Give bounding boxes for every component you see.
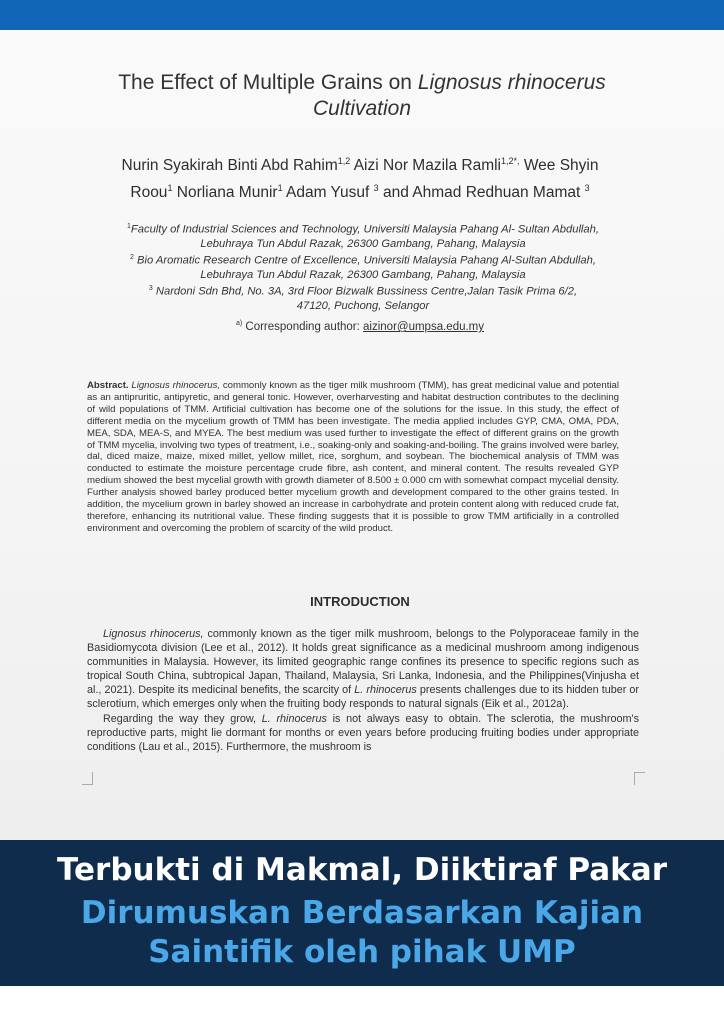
affiliations [78, 220, 648, 313]
author-name: and Ahmad Redhuan Mamat [378, 184, 585, 202]
affiliation-text: Lebuhraya Tun Abdul Razak, 26300 Gambang, Pahang, Malaysia [200, 237, 526, 250]
intro-species: L. rhinocerus [261, 712, 327, 725]
paper-scan [0, 30, 724, 840]
affiliation-line [78, 282, 648, 299]
corresponding-author [160, 320, 560, 333]
title-suffix: Cultivation [312, 97, 412, 120]
introduction-heading: INTRODUCTION [310, 594, 410, 609]
affiliation-sup: 3 [148, 285, 153, 293]
intro-text: commonly known as the tiger milk mushroom, belongs to the Polyporaceae family in the Basidiomycota division (Lee et al., 2012). It holds great significance as a medicinal mushroom among indigenous communities in Malaysia. However, its limited geographic range confines its presence to specific regions such as tropical South China, subtropical Japan, Thailand, Malaysia, Sri Lanka, Indonesia, and the Philippines(Vinjusha et al., 2021). Despite its medicinal benefits, the scarcity of [87, 628, 639, 697]
affiliation-line [78, 268, 648, 282]
title-prefix: The Effect of Multiple Grains on [118, 71, 418, 94]
author-affil-sup: 1 [277, 183, 283, 194]
author-affil-sup: 1,2 [337, 156, 351, 166]
top-accent-bar [0, 0, 724, 30]
abstract-label: Abstract. [87, 380, 129, 391]
author-name: Wee Shyin [519, 157, 599, 175]
introduction-body [87, 627, 639, 754]
bottom-margin [0, 986, 724, 1024]
author-name: Roou [130, 184, 168, 202]
author-name: Aizi Nor Mazila Ramli [350, 157, 501, 175]
abstract-text: commonly known as the tiger milk mushroom (TMM), has great medicinal value and potential as an antipruritic, antipyretic, and general tonic. However, overharvesting and habitat destruction contributes to the declining of wild populations of TMM. Artificial cultivation has become one of the solutions for the issue. In this study, the effect of different media on the mycelium growth of TMM has been investigate. The media applied includes GYP, CMA, OMA, PDA, MEA, SDA, MEA-S, and MYEA. The best medium was used further to investigate the effect of different grains on the growth of TMM mycelia, involving two types of treatment, i.e., soaking-only and soaking-and-boiling. The grains involved were barley, dal, diced maize, maize, mixed millet, yellow millet, rice, sorghum, and soybean. The biochemical analysis of TMM was conducted to estimate the moisture percentage crude fibre, ash content, and mineral content. The results revealed GYP medium showed the best mycelial growth with growth diameter of 8.500 ± 0.000 cm with somewhat compact mycelial density. Further analysis showed barley produced better mycelium growth and development compared to the other grains tested. In addition, the mycelium grown in barley showed an increase in carbohydrate and protein content along with reduced crude fat, therefore, enhancing its nutritional value. These finding suggests that it is possible to grow TMM artificially in a controlled environment and overcoming the problem of scarcity of the wild product. [87, 380, 619, 534]
author-list [80, 150, 640, 204]
author-affil-sup: 3 [373, 183, 379, 194]
abstract-species: Lignosus rhinocerus, [128, 380, 221, 391]
author-affil-sup: 1,2*, [501, 156, 520, 166]
affiliation-text: 47120, Puchong, Selangor [296, 300, 430, 313]
author-name: Adam Yusuf [282, 184, 374, 202]
corresponding-label: Corresponding author: [242, 320, 364, 333]
affiliation-text: Nardoni Sdn Bhd, No. 3A, 3rd Floor Bizwalk Bussiness Centre,Jalan Tasik Prima 6/2, [152, 286, 578, 299]
intro-text: presents challenges due to its hidden tuber or sclerotium, which emerges only when the fruiting body responds to natural signals (Eik et al., 2012a). [87, 684, 640, 711]
intro-paragraph-2 [87, 712, 639, 754]
authors-line-1 [80, 150, 640, 177]
title-species: Lignosus rhinocerus [417, 71, 606, 94]
affiliation-line [78, 299, 648, 313]
crop-mark-right [634, 772, 645, 785]
author-name: Nurin Syakirah Binti Abd Rahim [121, 157, 338, 175]
author-affil-sup: 3 [584, 183, 590, 194]
banner-subline-2: Saintifik oleh pihak UMP [148, 934, 576, 970]
authors-line-2 [80, 177, 640, 204]
affiliation-text: Lebuhraya Tun Abdul Razak, 26300 Gambang, Pahang, Malaysia [200, 269, 526, 282]
intro-text: is not always easy to obtain. The sclerotia, the mushroom's reproductive parts, might lie dormant for months or even years before producing fruiting bodies under appropriate conditions (Lau et al., 2015). Furthermore, the mushroom is [87, 712, 639, 753]
abstract [87, 380, 619, 535]
affiliation-line [78, 237, 648, 251]
affiliation-sup: 1 [127, 223, 131, 230]
affiliation-line [78, 220, 648, 237]
affiliation-text: Faculty of Industrial Sciences and Technology, Universiti Malaysia Pahang Al- Sultan Abdullah, [130, 223, 599, 236]
affiliation-line [78, 251, 648, 268]
crop-mark-left [82, 772, 93, 785]
author-name: Norliana Munir [172, 184, 278, 202]
affiliation-text: Bio Aromatic Research Centre of Excellence, Universiti Malaysia Pahang Al-Sultan Abdullah, [133, 254, 596, 267]
affiliation-sup: 2 [130, 254, 134, 262]
corresponding-sup: a) [235, 320, 243, 327]
intro-species: Lignosus rhinocerus, [103, 628, 204, 640]
author-affil-sup: 1 [167, 183, 173, 194]
banner-headline: Terbukti di Makmal, Diiktiraf Pakar [56, 852, 668, 888]
banner-subline-1: Dirumuskan Berdasarkan Kajian [80, 895, 644, 931]
paper-title [60, 70, 664, 122]
intro-paragraph-1 [87, 627, 639, 712]
intro-species: L. rhinocerus [354, 684, 417, 697]
intro-text: Regarding the way they grow, [103, 712, 262, 725]
corresponding-email-link[interactable]: aizinor@umpsa.edu.my [363, 320, 485, 333]
